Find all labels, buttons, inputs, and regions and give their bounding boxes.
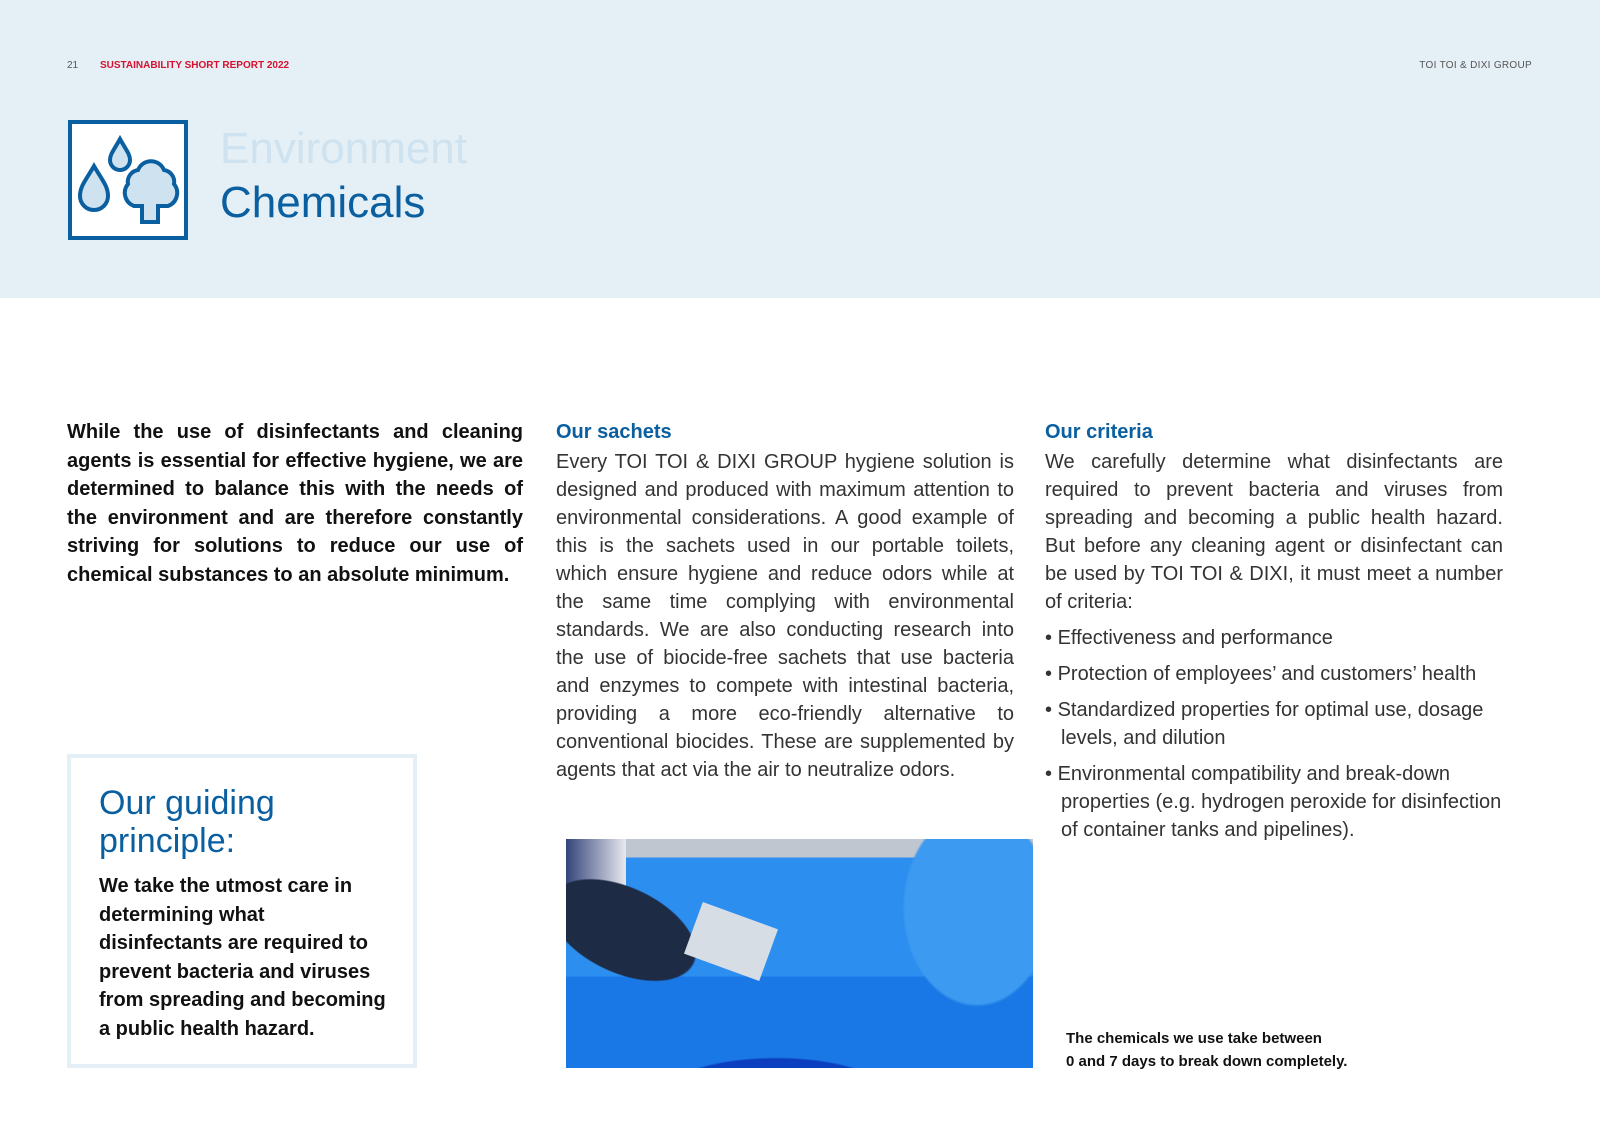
report-title: SUSTAINABILITY SHORT REPORT 2022 bbox=[100, 60, 290, 71]
list-item: • Effectiveness and performance bbox=[1045, 624, 1503, 652]
sachets-heading: Our sachets bbox=[556, 421, 672, 443]
sachets-column bbox=[556, 418, 1014, 784]
criteria-text: We carefully determine what disinfectants are required to prevent bacteria and viruses from spreading and becoming a public health hazard. But before any cleaning agent or disinfectant can be used by TOI TOI & DIXI, it must meet a number of criteria: bbox=[1045, 451, 1503, 613]
section-kicker: Environment bbox=[220, 124, 468, 173]
criteria-heading: Our criteria bbox=[1045, 421, 1153, 443]
caption-line: The chemicals we use take between bbox=[1066, 1030, 1322, 1047]
list-item: • Standardized properties for optimal use, dosage levels, and dilution bbox=[1045, 696, 1503, 752]
photo-caption bbox=[1066, 1027, 1347, 1073]
guiding-principle-box bbox=[67, 754, 417, 1068]
sachet-photo bbox=[566, 839, 1033, 1068]
guiding-principle-title: Our guiding principle: bbox=[99, 784, 275, 860]
brand-name: TOI TOI & DIXI GROUP bbox=[1419, 60, 1532, 71]
page-title: Chemicals bbox=[220, 178, 426, 227]
page-number: 21 bbox=[67, 60, 79, 71]
list-item: • Protection of employees’ and customers’ health bbox=[1045, 660, 1503, 688]
guiding-principle-text: We take the utmost care in determining what disinfectants are required to prevent bacteria and viruses from spreading and becoming a public health hazard. bbox=[99, 875, 386, 1040]
criteria-list bbox=[1045, 624, 1503, 844]
water-drops-tree-icon bbox=[68, 120, 188, 240]
sachets-text: Every TOI TOI & DIXI GROUP hygiene solution is designed and produced with maximum attention to environmental considerations. A good example of this is the sachets used in our portable toilets, which ensure hygiene and reduce odors while at the same time complying with environmental standards. We are also conducting research into the use of biocide-free sachets that use bacteria and enzymes to compete with intestinal bacteria, providing a more eco-friendly alternative to conventional biocides. These are supplemented by agents that act via the air to neutralize odors. bbox=[556, 451, 1014, 781]
caption-line: 0 and 7 days to break down completely. bbox=[1066, 1053, 1348, 1070]
criteria-column bbox=[1045, 418, 1503, 852]
intro-paragraph: While the use of disinfectants and cleaning agents is essential for effective hygiene, we are determined to balance this with the needs of the environment and are therefore constantly striving for solutions to reduce our use of chemical substances to an absolute minimum. bbox=[67, 421, 523, 586]
list-item: • Environmental compatibility and break-down properties (e.g. hydrogen peroxide for disinfection of container tanks and pipelines). bbox=[1045, 760, 1503, 844]
